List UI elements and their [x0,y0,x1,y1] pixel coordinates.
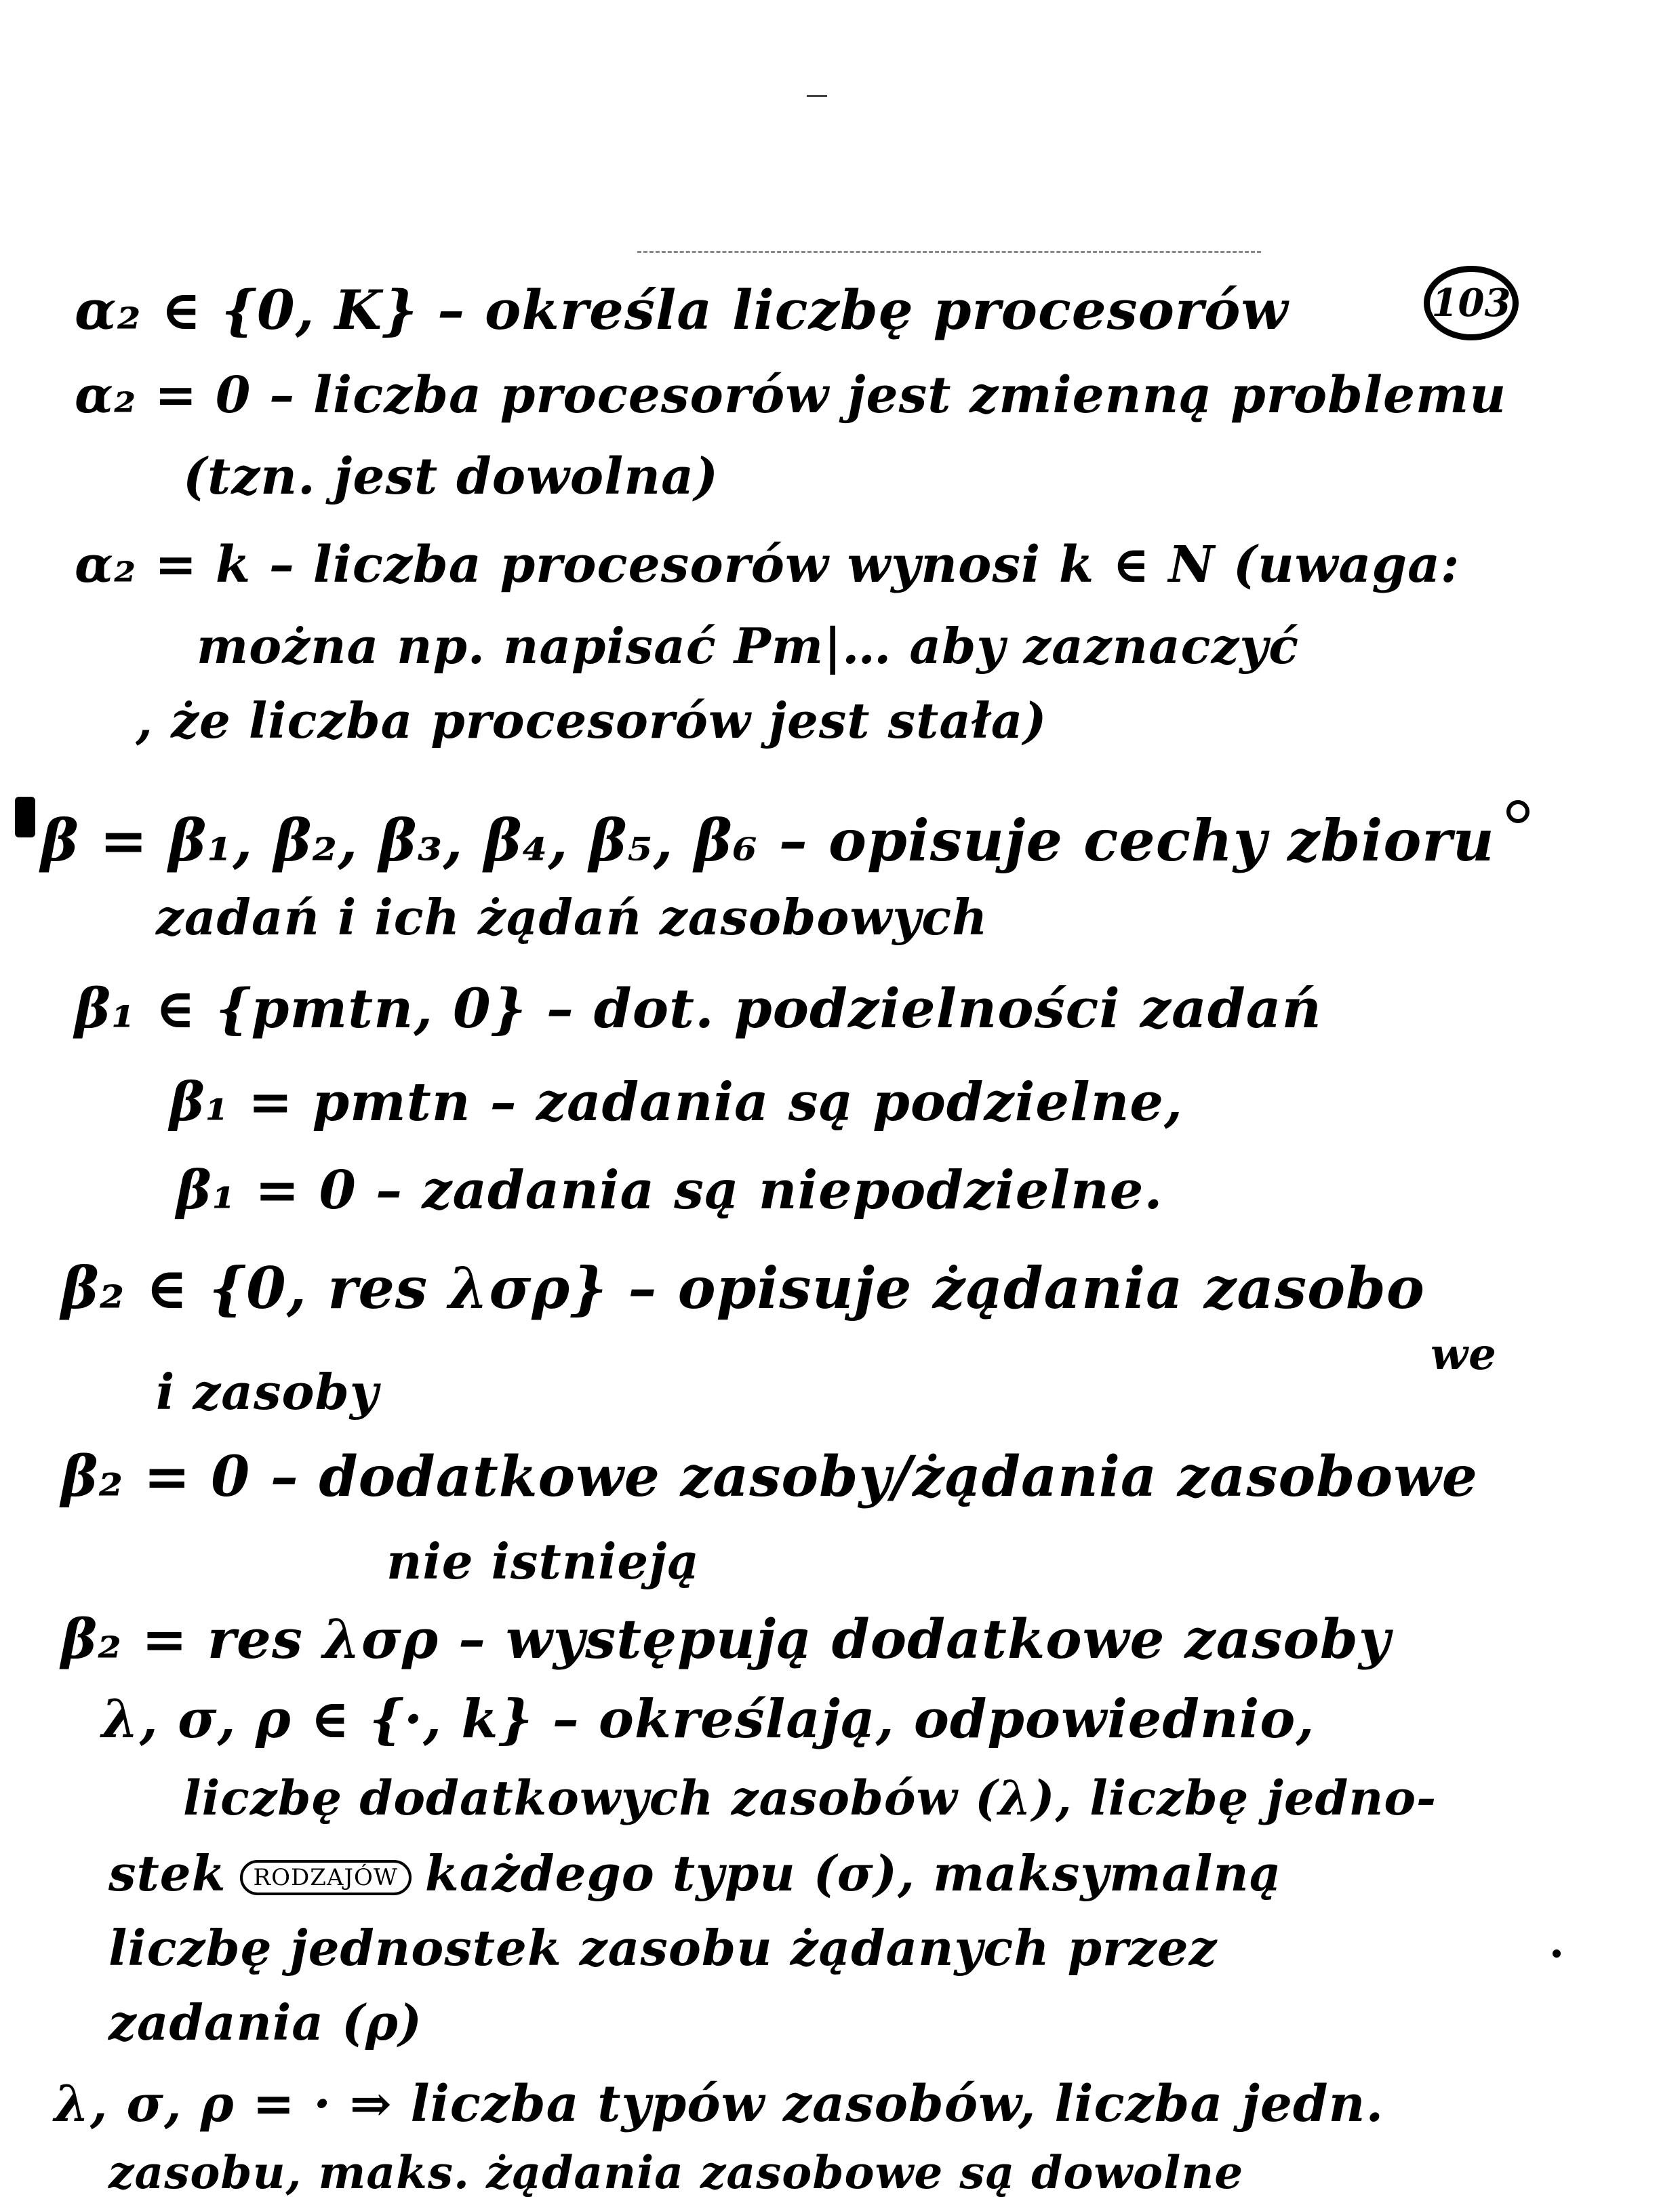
line-units-of-each-type [108,1844,1281,1902]
boxed-note-types: RODZAJÓW [240,1860,412,1895]
line-note-pm: można np. napisać Pm|… aby zaznaczyć [197,617,1300,675]
line-tasks-rho: zadania (ρ) [108,1994,422,2051]
line-lambda-sigma-rho-dot: λ, σ, ρ = · ⇒ liczba typów zasobów, liczba jedn. [54,2075,1384,2133]
line-arbitrary-requests: zasobu, maks. żądania zasobowe są dowolne [108,2146,1244,2199]
margin-circle-mark [1506,800,1529,823]
line-alpha2-k: α₂ = k – liczba procesorów wynosi k ∈ N (uwaga: [75,536,1460,594]
line-beta2-res: β₂ = res λσρ – występują dodatkowe zasoby [61,1607,1391,1671]
line-and-resources: i zasoby [156,1363,379,1421]
line-units-requested: liczbę jednostek zasobu żądanych przez [108,1919,1218,1977]
line-beta2-definition: β₂ ∈ {0, res λσρ} – opisuje żądania zasobo [61,1254,1425,1322]
left-margin-mark [15,797,35,837]
line-lambda-sigma-rho-set: λ, σ, ρ ∈ {·, k} – określają, odpowiednio, [102,1688,1315,1750]
page-number: 103 [1431,281,1511,325]
line-arbitrary: (tzn. jest dowolna) [183,448,719,506]
line-beta2-zero: β₂ = 0 – dodatkowe zasoby/żądania zasobowe [61,1444,1478,1509]
line-beta1-pmtn: β₁ = pmtn – zadania są podzielne, [169,1071,1184,1133]
line-beta1-zero: β₁ = 0 – zadania są niepodzielne. [176,1160,1163,1221]
margin-dot-mark [1553,1949,1561,1958]
line-beta1-definition: β₁ ∈ {pmtn, 0} – dot. podzielności zadań [75,976,1322,1040]
line-number-of-resources: liczbę dodatkowych zasobów (λ), liczbę jedno- [183,1770,1437,1826]
line-tasks-resources: zadań i ich żądań zasobowych [156,888,988,946]
header-dashed-rule [637,251,1261,253]
line-beta2-suffix: we [1431,1329,1497,1380]
page-number-circle [1424,266,1519,340]
line-constant: , że liczba procesorów jest stała) [136,692,1047,749]
line-beta-definition: β = β₁, β₂, β₃, β₄, β₅, β₆ – opisuje cechy zbioru [41,807,1495,874]
word-each-type: każdego typu (σ), maksymalną [424,1844,1282,1902]
line-alpha2-definition: α₂ ∈ {0, K} – określa liczbę procesorów [75,278,1289,342]
line-alpha2-zero: α₂ = 0 – liczba procesorów jest zmienną problemu [75,366,1507,424]
word-units: stek [108,1844,226,1902]
line-do-not-exist: nie istnieją [386,1532,700,1590]
top-dash-mark [807,95,827,97]
